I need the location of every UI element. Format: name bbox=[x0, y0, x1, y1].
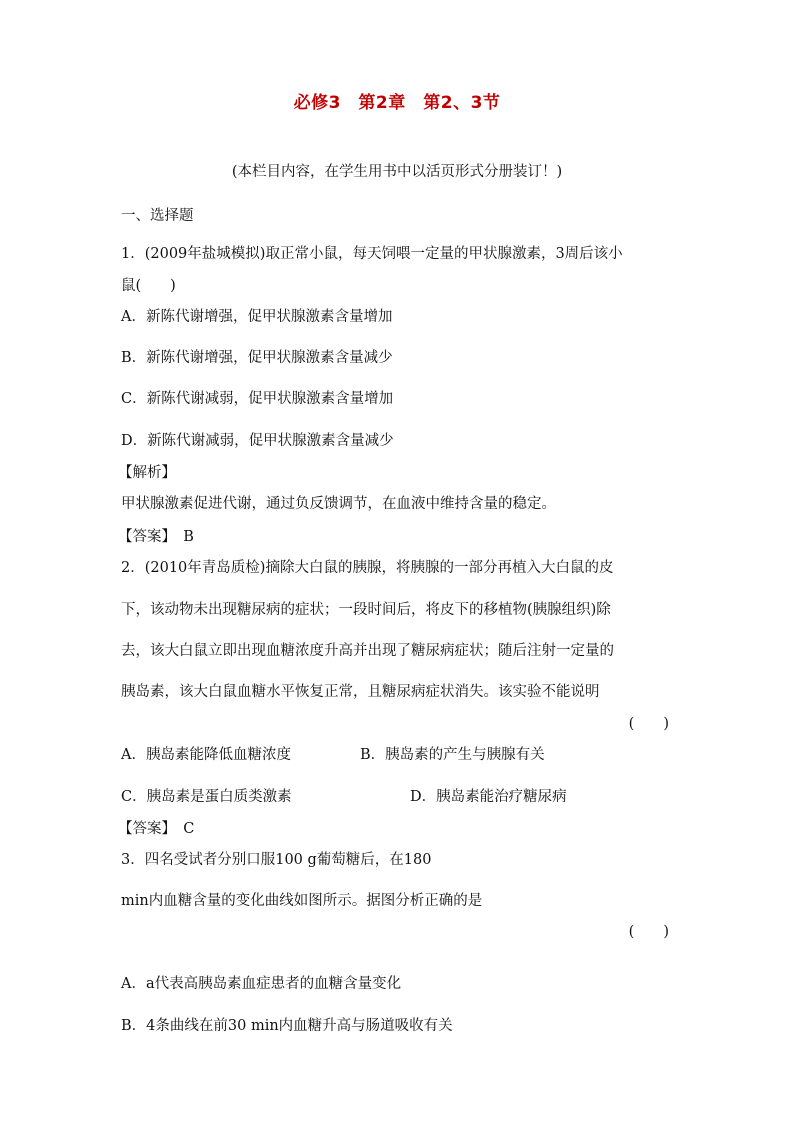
q1-option-b: B．新陈代谢增强，促甲状腺激素含量减少 bbox=[121, 350, 393, 366]
q3-stem-line2: min内血糖含量的变化曲线如图所示。据图分析正确的是 bbox=[121, 893, 483, 909]
q2-stem-line4: 胰岛素，该大白鼠血糖水平恢复正常，且糖尿病症状消失。该实验不能说明 bbox=[121, 684, 600, 700]
q1-option-d: D．新陈代谢减弱，促甲状腺激素含量减少 bbox=[121, 433, 394, 449]
q2-option-d: D．胰岛素能治疗糖尿病 bbox=[410, 789, 567, 805]
q2-option-a: A．胰岛素能降低血糖浓度 bbox=[121, 747, 291, 763]
page-title: 必修3 第2章 第2、3节 bbox=[293, 93, 501, 113]
q2-answer-blank: ( ) bbox=[628, 716, 669, 732]
q1-stem-line1: 1．(2009年盐城模拟)取正常小鼠，每天饲喂一定量的甲状腺激素，3周后该小 bbox=[121, 246, 623, 262]
q3-option-a: A．a代表高胰岛素血症患者的血糖含量变化 bbox=[121, 976, 402, 992]
q1-analysis-text: 甲状腺激素促进代谢，通过负反馈调节，在血液中维持含量的稳定。 bbox=[121, 496, 556, 512]
q3-stem-line1: 3．四名受试者分别口服100 g葡萄糖后，在180 bbox=[121, 852, 432, 868]
q2-stem-line1: 2．(2010年青岛质检)摘除大白鼠的胰腺，将胰腺的一部分再植入大白鼠的皮 bbox=[121, 560, 614, 576]
section-heading: 一、选择题 bbox=[121, 208, 194, 224]
q2-answer: 【答案】 C bbox=[118, 821, 195, 837]
q2-option-b: B．胰岛素的产生与胰腺有关 bbox=[360, 747, 545, 763]
q2-option-c: C．胰岛素是蛋白质类激素 bbox=[121, 789, 292, 805]
q2-stem-line2: 下，该动物未出现糖尿病的症状；一段时间后，将皮下的移植物(胰腺组织)除 bbox=[121, 602, 611, 618]
q3-option-b: B．4条曲线在前30 min内血糖升高与肠道吸收有关 bbox=[121, 1018, 453, 1034]
q1-analysis-label: 【解析】 bbox=[118, 465, 176, 481]
binding-note: (本栏目内容，在学生用书中以活页形式分册装订！) bbox=[231, 164, 563, 180]
q1-answer: 【答案】 B bbox=[118, 529, 194, 545]
q2-stem-line3: 去，该大白鼠立即出现血糖浓度升高并出现了糖尿病症状；随后注射一定量的 bbox=[121, 643, 614, 659]
q1-stem-line2: 鼠( ) bbox=[121, 278, 176, 294]
q3-answer-blank: ( ) bbox=[628, 924, 669, 940]
q1-option-a: A．新陈代谢增强，促甲状腺激素含量增加 bbox=[121, 309, 393, 325]
q1-option-c: C．新陈代谢减弱，促甲状腺激素含量增加 bbox=[121, 391, 394, 407]
